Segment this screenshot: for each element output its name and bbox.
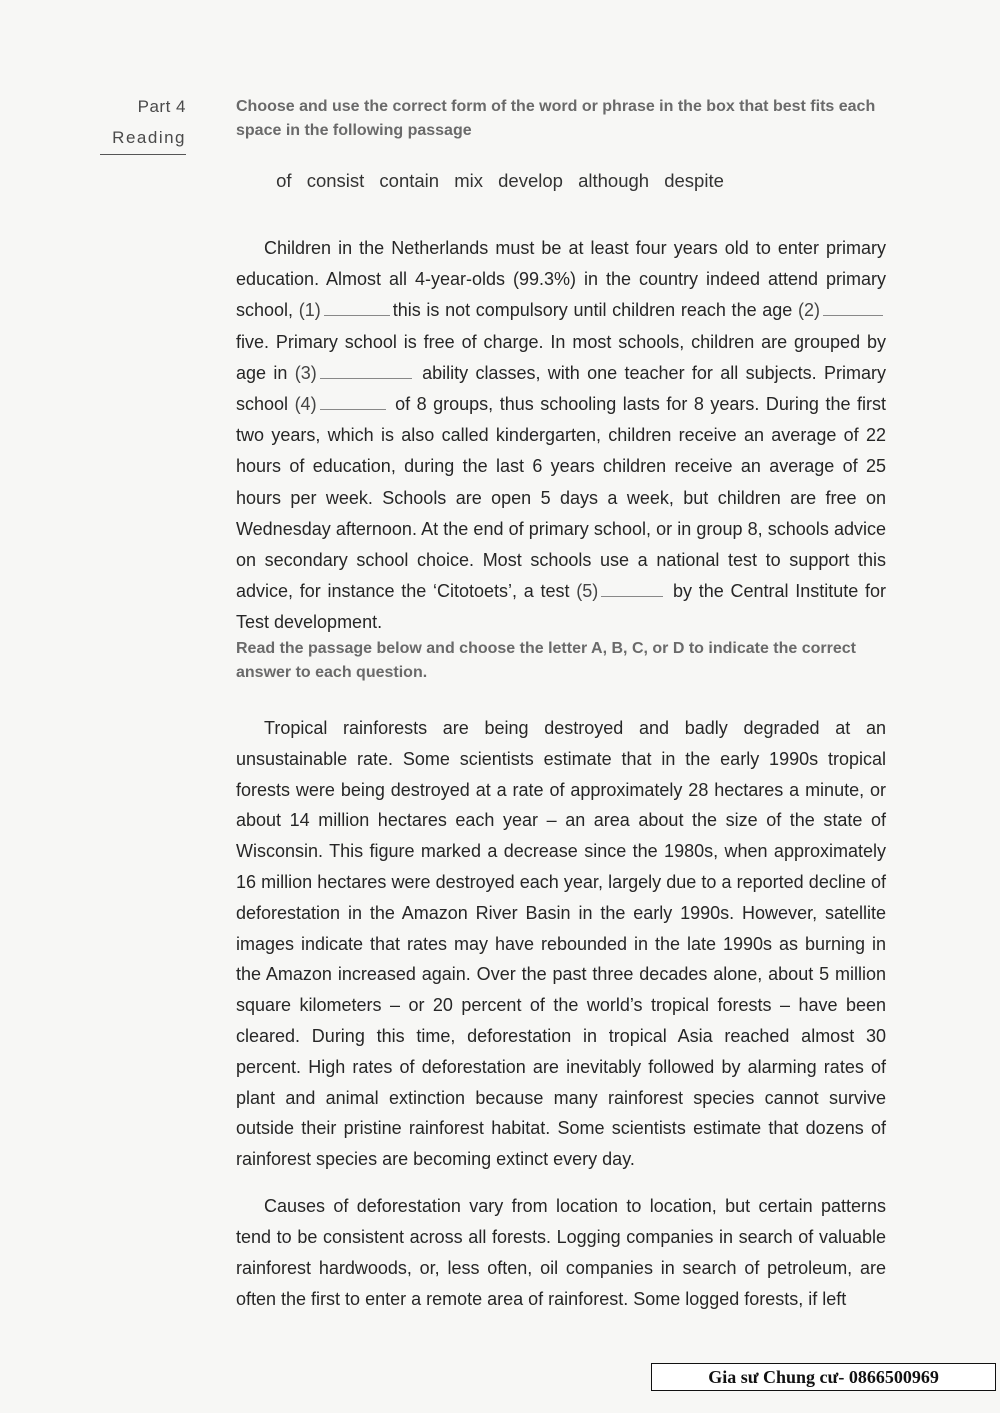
blank-4[interactable] (320, 407, 386, 410)
passage-text: by the Central Institute for Test development. (236, 581, 886, 633)
passage1-paragraph (236, 233, 886, 639)
word-item: consist (306, 170, 365, 191)
passage-rainforest (236, 713, 886, 1175)
word-box (0, 170, 1000, 192)
task2-instruction: Read the passage below and choose the letter A, B, C, or D to indicate the correct answer to each question. (236, 640, 856, 681)
blank-number-1: (1) (298, 300, 321, 321)
word-item: develop (498, 170, 563, 191)
footer-contact-box: Gia sư Chung cư- 0866500969 (651, 1363, 996, 1391)
passage-rainforest-continued (236, 1191, 886, 1315)
passage-text: of 8 groups, thus schooling lasts for 8 years. During the first two years, which is also called kindergarten, children receive an average of 22 hours of education, during the last 6 years children receive an average of 25 hours per week. Schools are open 5 days a week, but children are free on Wednesday afternoon. At the end of primary school, or in group 8, schools advice on secondary school choice. Most schools use a national test to support this advice, for instance the ‘Citotoets’, a test (236, 394, 886, 602)
passage-text: five. Primary school is free of charge. In most schools, children are grouped by age in (236, 331, 886, 383)
task1-instruction: Choose and use the correct form of the word or phrase in the box that best fits each space in the following passage (236, 98, 876, 139)
word-item: despite (664, 170, 724, 191)
word-item: although (578, 170, 650, 191)
passage2-paragraph-2: Causes of deforestation vary from location to location, but certain patterns tend to be consistent across all forests. Logging companies in search of valuable rainforest hardwoods, or, less often, oil companies in search of petroleum, are often the first to enter a remote area of rainforest. Some logged forests, if left (236, 1196, 886, 1309)
passage-text: this is not compulsory until children reach the age (392, 300, 793, 321)
passage-text: Children in the Netherlands must be at least four years old to enter primary education. Almost all 4-year-olds (99.3%) in the country indeed attend primary school, (236, 238, 886, 321)
word-item: of (276, 170, 292, 191)
passage-text: ability classes, with one teacher for all subjects. Primary school (236, 362, 886, 415)
blank-2[interactable] (823, 313, 883, 316)
blank-number-5: (5) (576, 581, 599, 602)
passage2-paragraph-1: Tropical rainforests are being destroyed and badly degraded at an unsustainable rate. Some scientists estimate that in the early 1990s tropical forests were being destroyed at a rate of approximately 28 hectares a minute, or about 14 million hectares each year – an area about the size of the state of Wisconsin. This figure marked a decrease since the 1980s, when approximately 16 million hectares were destroyed each year, largely due to a reported decline of deforestation in the Amazon River Basin in the early 1990s. However, satellite images indicate that rates may have rebounded in the late 1990s as burning in the Amazon increased again. Over the past three decades alone, about 5 million square kilometers – or 20 percent of the world’s tropical forests – have been cleared. During this time, deforestation in tropical Asia reached almost 30 percent. High rates of deforestation are inevitably followed by alarming rates of plant and animal extinction because many rainforest species cannot survive outside their pristine rainforest habitat. Some scientists estimate that dozens of rainforest species are becoming extinct every day. (236, 718, 886, 1170)
blank-number-4: (4) (294, 394, 317, 415)
section-divider (100, 154, 186, 155)
word-item: contain (379, 170, 440, 191)
blank-1[interactable] (324, 313, 390, 316)
blank-5[interactable] (601, 594, 663, 597)
blank-3[interactable] (320, 376, 412, 379)
word-item: mix (454, 170, 483, 191)
section-label: Reading (112, 128, 186, 147)
blank-number-3: (3) (294, 362, 317, 383)
passage-netherlands (236, 233, 886, 639)
part-label: Part 4 (137, 97, 186, 116)
blank-number-2: (2) (797, 300, 820, 321)
